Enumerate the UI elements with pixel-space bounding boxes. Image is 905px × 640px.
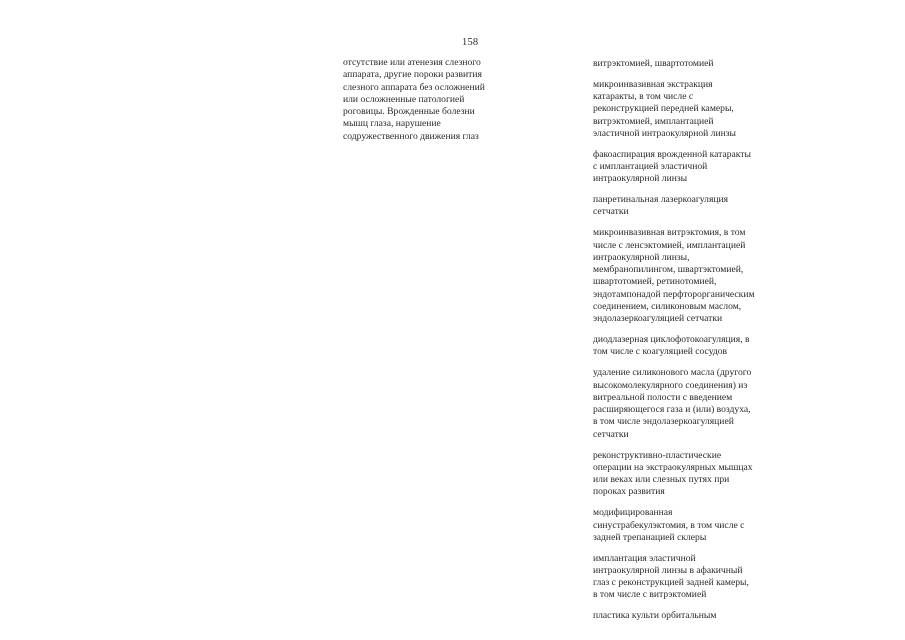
text-line: реконструкцией передней камеры, [593,103,734,115]
text-line: мышц глаза, нарушение [343,118,441,130]
text-line: глаз с реконструкцией задней камеры, [593,577,749,589]
text-line: в том числе с витрэктомией [593,589,707,601]
text-line: сетчатки [593,428,629,440]
text-line: пластика культи орбитальным [593,610,717,622]
text-line: том числе с коагуляцией сосудов [593,346,728,358]
text-line: в том числе эндолазеркоагуляцией [593,416,734,428]
text-line: числе с ленсэктомией, имплантацией [593,239,746,251]
text-line: соединением, силиконовым маслом, [593,301,742,313]
text-line: эндолазеркоагуляцией сетчатки [593,313,723,325]
text-line: мембранопилингом, швартэктомией, [593,264,744,276]
procedure-entry [593,227,793,325]
text-line: интраокулярной линзы в афакичный [593,564,743,576]
procedure-entry [593,194,793,219]
procedure-entry [593,610,793,622]
text-line: роговицы. Врожденные болезни [343,106,475,118]
text-line: микроинвазивная витрэктомия, в том [593,227,746,239]
text-line: эндотампонадой перфторорганическим [593,288,755,300]
page-number: 158 [462,37,479,48]
text-line: витреальной полости с введением [593,391,733,403]
text-line: витрэктомией, имплантацией [593,115,714,127]
text-line: слезного аппарата без осложнений [343,81,485,93]
procedure-entry [593,367,793,441]
text-line: катаракты, в том числе с [593,91,694,103]
procedure-entry [593,58,793,70]
text-line: синустрабекулэктомия, в том числе с [593,519,745,531]
text-line: аппарата, другие пороки развития [343,69,482,81]
text-line: с имплантацией эластичной [593,161,708,173]
text-line: высокомолекулярного соединения) из [593,379,748,391]
text-line: микроинвазивная экстракция [593,78,713,90]
text-line: швартотомией, ретинотомией, [593,276,717,288]
right-column-procedures [593,58,793,631]
text-line: диодлазерная циклофотокоагуляция, в [593,334,750,346]
text-line: операции на экстраокулярных мышцах [593,461,753,473]
procedure-entry [593,450,793,499]
text-line: задней трепанацией склеры [593,531,707,543]
text-line: панретинальная лазеркоагуляция [593,194,729,206]
procedure-entry [593,334,793,359]
text-line: или веках или слезных путях при [593,474,730,486]
text-line: или осложненные патологией [343,93,465,105]
text-line: интраокулярной линзы [593,173,688,185]
text-line: витрэктомией, швартотомией [593,58,714,69]
text-line: эластичной интраокулярной линзы [593,127,736,139]
text-line: сетчатки [593,206,629,218]
text-line: реконструктивно-пластические [593,449,722,461]
text-line: расширяющегося газа и (или) воздуха, [593,404,751,416]
procedure-entry [593,149,793,186]
procedure-entry [593,553,793,602]
text-line: интраокулярной линзы, [593,251,690,263]
text-line: факоаспирация врожденной катаракты [593,148,751,160]
text-line: содружественного движения глаз [343,130,479,142]
text-line: удаление силиконового масла (другого [593,367,752,379]
procedure-entry [593,507,793,544]
text-line: отсутствие или атенезия слезного [343,57,481,68]
left-column-text [343,57,523,143]
text-line: модифицированная [593,507,673,519]
text-line: имплантация эластичной [593,552,696,564]
text-line: пороках развития [593,486,665,498]
procedure-entry [593,79,793,140]
